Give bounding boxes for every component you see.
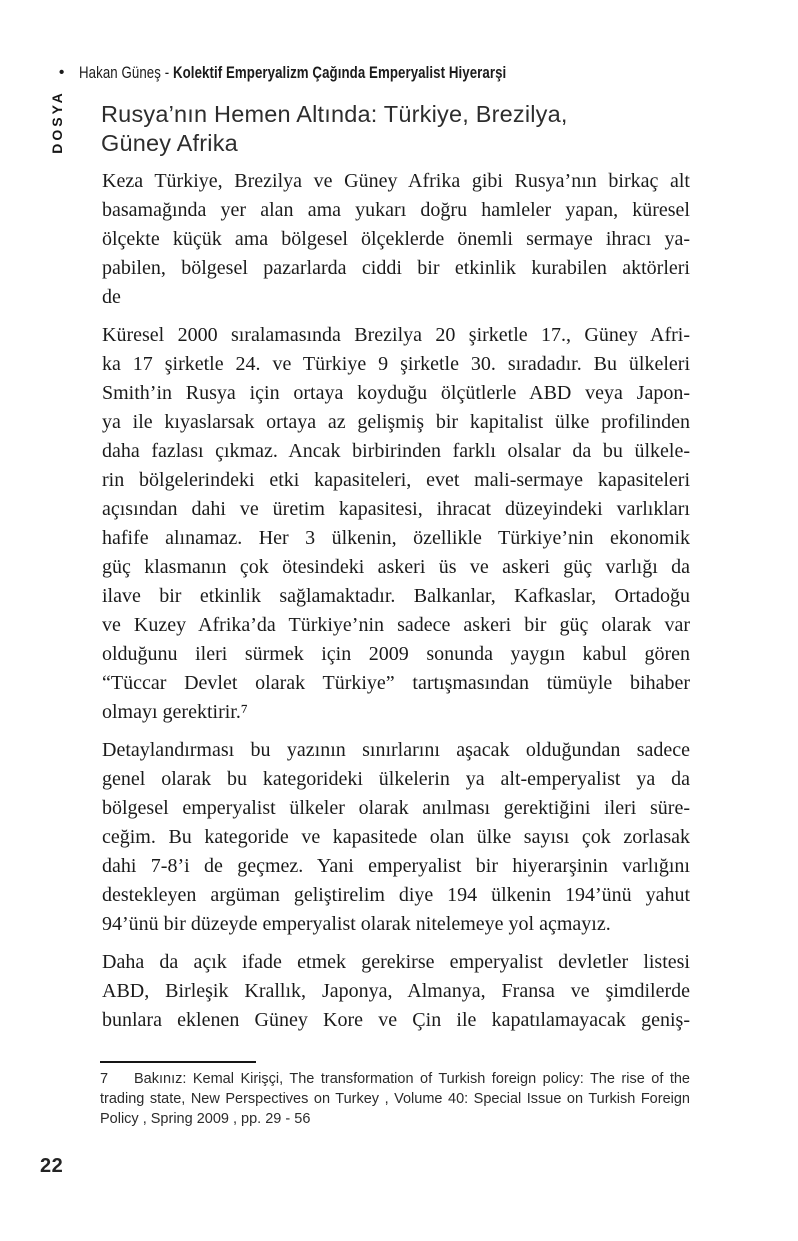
paragraph [102, 167, 690, 312]
text-line: dahi 7-8’i de geçmez. Yani emperyalist bir hiyerarşinin varlığını [102, 855, 690, 877]
text-line: Daha da açık ifade etmek gerekirse emperyalist devletler listesi [102, 951, 690, 973]
paragraph [102, 736, 690, 939]
text-line: de [102, 286, 121, 308]
text-line: destekleyen argüman geliştirelim diye 194 ülkenin 194’ünü yahut [102, 884, 690, 906]
text-line: bölgesel emperyalist ülkeler olarak anılması gerektiğini ileri süre- [102, 797, 690, 819]
article-heading-line-2: Güney Afrika [101, 129, 238, 156]
footnote-divider [100, 1061, 256, 1063]
paragraph [102, 948, 690, 1035]
text-line: ölçekte küçük ama bölgesel ölçeklerde önemli sermaye ihracı ya- [102, 228, 690, 250]
text-line: ve Kuzey Afrika’da Türkiye’nin sadece askeri bir güç olarak var [102, 614, 690, 636]
text-line: pabilen, bölgesel pazarlarda ciddi bir etkinlik kurabilen aktörleri [102, 257, 690, 279]
article-heading [101, 100, 721, 157]
text-line: ya ile kıyaslarsak ortaya az gelişmiş bir kapitalist ülke profilinden [102, 411, 690, 433]
text-line: basamağında yer alan ama yukarı doğru hamleler yapan, küresel [102, 199, 690, 221]
footnote [100, 1069, 690, 1129]
text-line: güç klasmanın çok ötesindeki askeri üs ve askeri güç varlığı da [102, 556, 690, 578]
text-line: olmayı gerektirir.⁷ [102, 701, 248, 723]
running-header [79, 63, 506, 83]
text-line: genel olarak bu kategorideki ülkelerin ya alt-emperyalist ya da [102, 768, 690, 790]
text-line: Smith’in Rusya için ortaya koyduğu ölçütlerle ABD veya Japon- [102, 382, 690, 404]
text-line: ceğim. Bu kategoride ve kapasitede olan ülke sayısı çok zorlasak [102, 826, 690, 848]
author-name: Hakan Güneş [79, 63, 161, 82]
text-line: ilave bir etkinlik sağlamaktadır. Balkanlar, Kafkaslar, Ortadoğu [102, 585, 690, 607]
article-body [102, 167, 690, 1044]
bullet-icon: • [59, 64, 65, 81]
page-number: 22 [40, 1155, 64, 1177]
text-line: hafife alınamaz. Her 3 ülkenin, özellikle Türkiye’nin ekonomik [102, 527, 690, 549]
article-heading-line-1: Rusya’nın Hemen Altında: Türkiye, Brezilya, [101, 101, 568, 127]
text-line: daha fazlası çıkmaz. Ancak birbirinden farklı olsalar da bu ülkele- [102, 440, 690, 462]
text-line: bunlara eklenen Güney Kore ve Çin ile kapatılamayacak geniş- [102, 1009, 690, 1031]
text-line: olduğunu ileri sürmek için 2009 sonunda yaygın kabul gören [102, 643, 690, 665]
text-line: 7 Bakınız: Kemal Kirişçi, The transformation of Turkish foreign policy: The rise of the [100, 1071, 690, 1087]
text-line: trading state, New Perspectives on Turkey , Volume 40: Special Issue on Turkish Foreign [100, 1091, 690, 1107]
text-line: rin bölgelerindeki etki kapasiteleri, evet mali-sermaye kapasiteleri [102, 469, 690, 491]
text-line: ABD, Birleşik Krallık, Japonya, Almanya, Fransa ve şimdilerde [102, 980, 690, 1002]
text-line: Keza Türkiye, Brezilya ve Güney Afrika gibi Rusya’nın birkaç alt [102, 170, 690, 192]
text-line: Küresel 2000 sıralamasında Brezilya 20 şirketle 17., Güney Afri- [102, 324, 690, 346]
chapter-title: Kolektif Emperyalizm Çağında Emperyalist Hiyerarşi [172, 63, 507, 82]
text-line: “Tüccar Devlet olarak Türkiye” tartışmasından tümüyle bihaber [102, 672, 690, 694]
section-label-dosya: DOSYA [49, 90, 65, 154]
text-line: açısından dahi ve üretim kapasitesi, ihracat düzeyindeki varlıkları [102, 498, 690, 520]
text-line: 94’ünü bir düzeyde emperyalist olarak nitelemeye yol açmayız. [102, 913, 611, 935]
text-line: Policy , Spring 2009 , pp. 29 - 56 [100, 1111, 311, 1127]
header-separator: - [160, 63, 173, 82]
text-line: ka 17 şirketle 24. ve Türkiye 9 şirketle 30. sıradadır. Bu ülkeleri [102, 353, 690, 375]
text-line: Detaylandırması bu yazının sınırlarını aşacak olduğundan sadece [102, 739, 690, 761]
paragraph [102, 321, 690, 727]
